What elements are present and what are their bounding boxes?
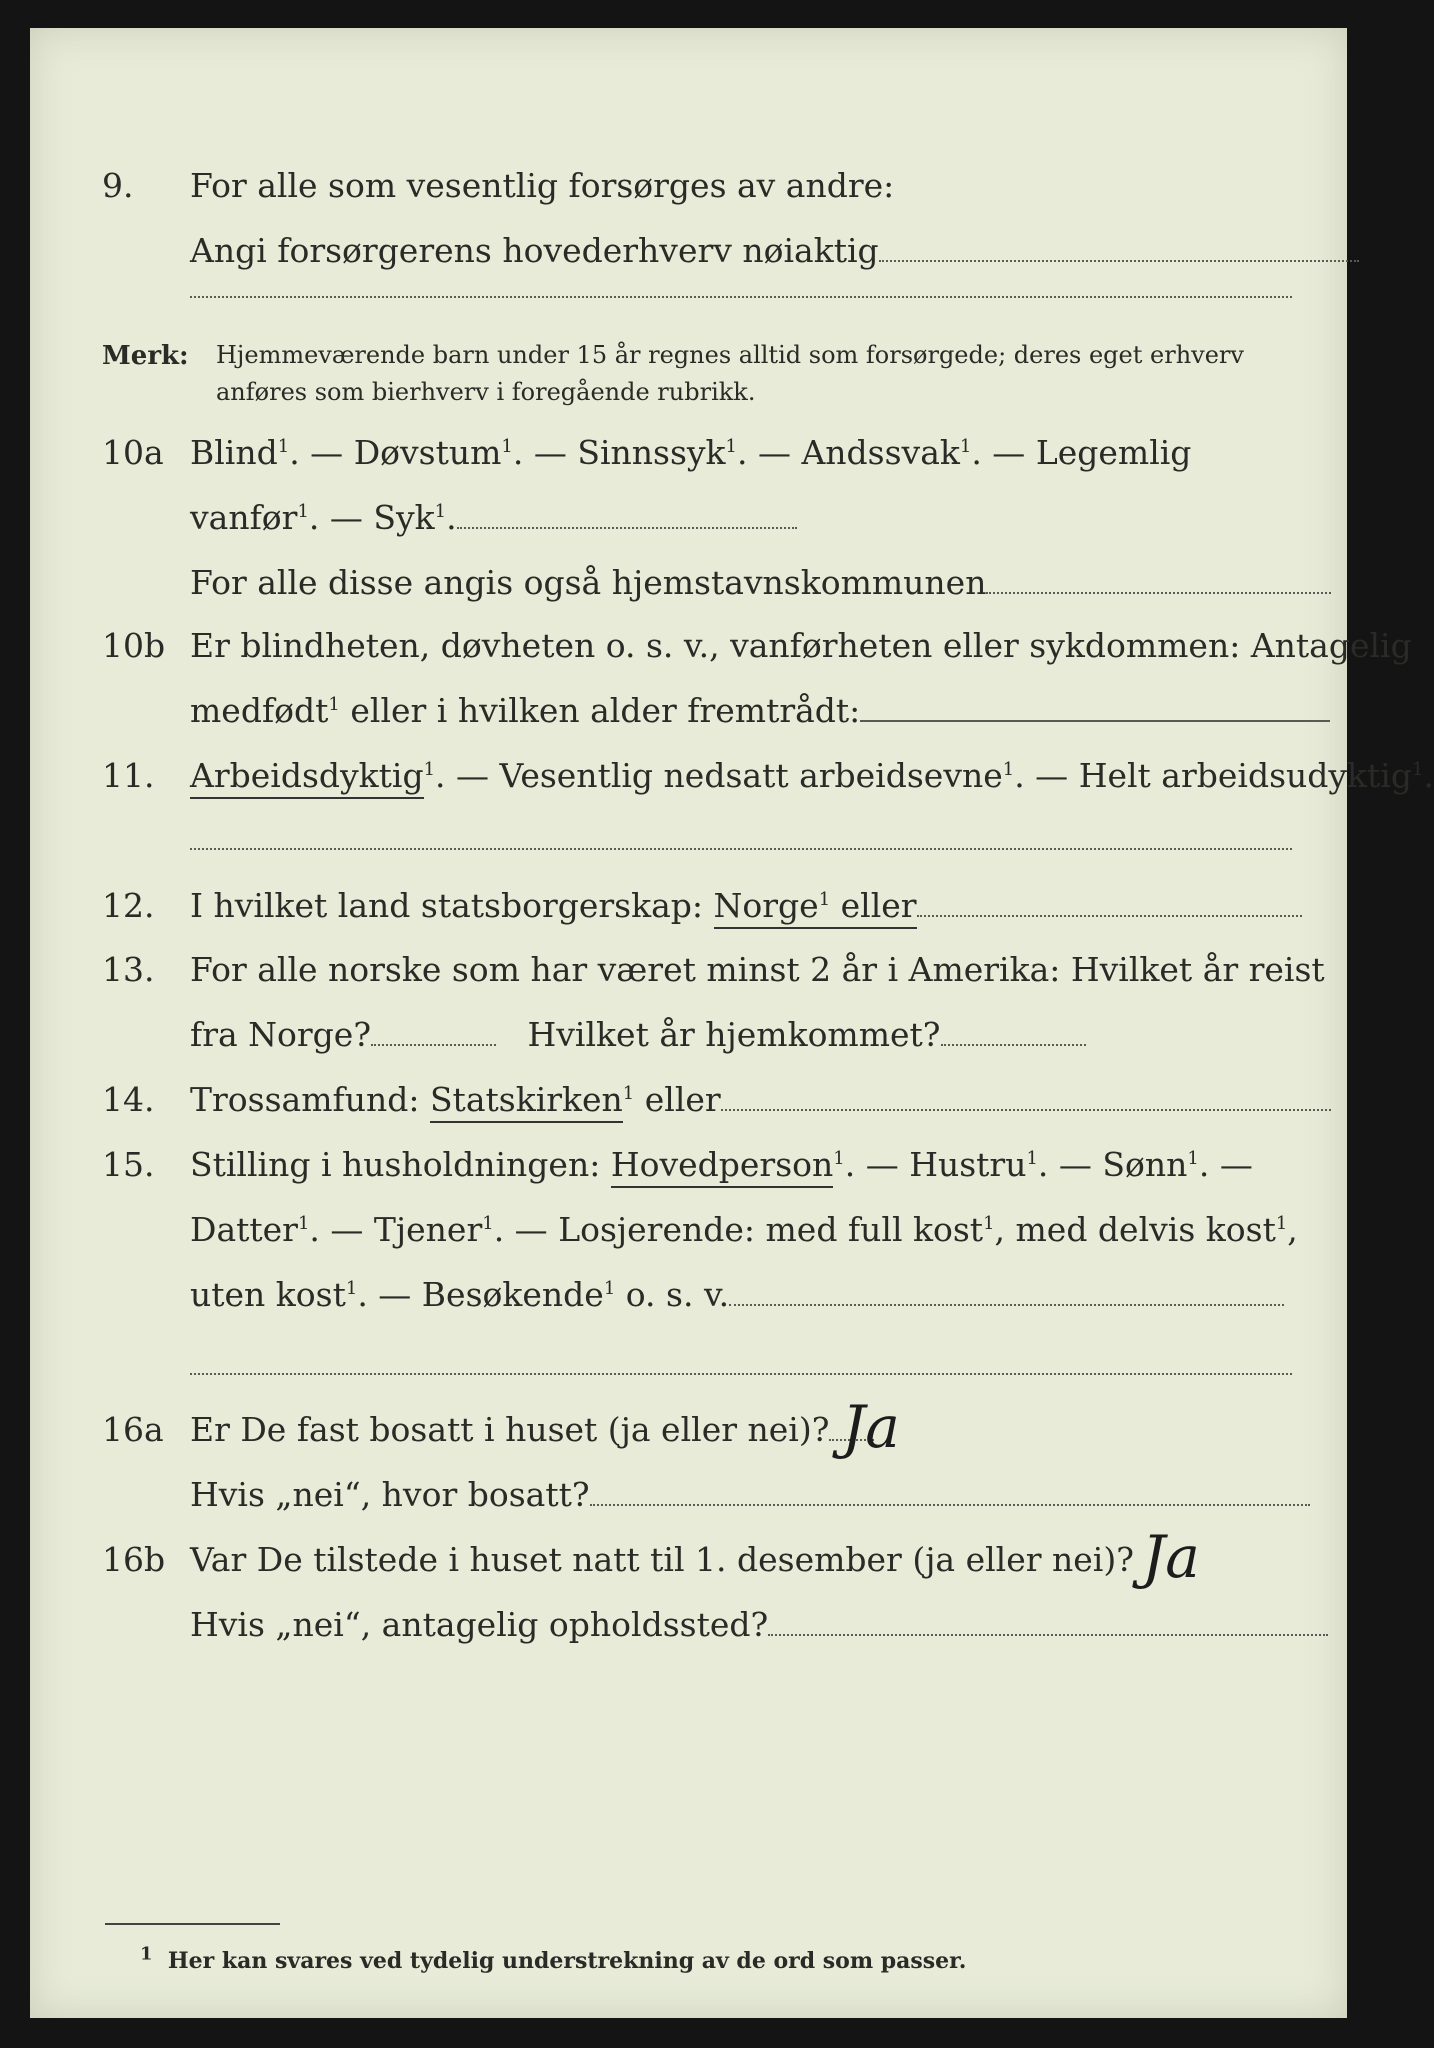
question-number: 12. (102, 886, 155, 925)
question-number: 9. (102, 166, 134, 205)
answer-line[interactable] (729, 1303, 1284, 1306)
note-label: Merk: (102, 341, 189, 371)
question-text: Trossamfund: Statskirken$^1$ eller (190, 1080, 1331, 1119)
question-text: For alle som vesentlig forsørges av andre: (190, 166, 895, 205)
question-number: 15. (102, 1145, 155, 1184)
question-text: Er De fast bosatt i huset (ja eller nei)? (190, 1410, 874, 1449)
census-form-page (30, 28, 1434, 2018)
question-text: Angi forsørgerens hovederhverv nøiaktig (190, 231, 1359, 270)
underlined-answer: Hovedperson (611, 1145, 833, 1188)
answer-line[interactable] (190, 848, 1292, 850)
question-text: Datter$^1$. — Tjener$^1$. — Losjerende: med full kost$^1$, med delvis kost$^1$, (190, 1210, 1298, 1249)
question-text: Stilling i husholdningen: Hovedperson$^1$. — Hustru$^1$. — Sønn$^1$. — (190, 1145, 1253, 1184)
answer-line[interactable] (941, 1043, 1086, 1046)
question-text: uten kost$^1$. — Besøkende$^1$ o. s. v. (190, 1275, 1284, 1314)
question-text: Blind$^1$. — Døvstum$^1$. — Sinnssyk$^1$. — Andssvak$^1$. — Legemlig (190, 433, 1192, 472)
question-number: 13. (102, 950, 155, 989)
answer-line[interactable] (190, 296, 1292, 298)
question-text: Hvis „nei“, antagelig opholdssted? (190, 1605, 1328, 1644)
note-text: anføres som bierhverv i foregående rubrikk. (216, 378, 756, 406)
answer-line[interactable] (371, 1043, 496, 1046)
footnote-rule (105, 1923, 280, 1925)
answer-line[interactable] (721, 1108, 1331, 1111)
question-number: 10a (102, 433, 164, 472)
answer-line[interactable] (879, 259, 1359, 262)
underlined-answer: Norge$^1$ eller (714, 886, 917, 929)
underlined-answer: Statskirken (430, 1080, 623, 1123)
answer-line[interactable] (917, 914, 1302, 917)
question-text: For alle norske som har været minst 2 år i Amerika: Hvilket år reist (190, 950, 1325, 989)
question-text: vanfør$^1$. — Syk$^1$. (190, 498, 797, 537)
answer-line[interactable] (457, 526, 797, 529)
question-text: Var De tilstede i huset natt til 1. desember (ja eller nei)? (190, 1540, 1134, 1579)
answer-line[interactable] (768, 1633, 1328, 1636)
question-text: Hvis „nei“, hvor bosatt? (190, 1475, 1310, 1514)
question-text: I hvilket land statsborgerskap: Norge$^1$ eller (190, 886, 1302, 925)
question-text: fra Norge? Hvilket år hjemkommet? (190, 1015, 1086, 1054)
handwritten-answer: Ja (842, 1393, 900, 1461)
question-text: Arbeidsdyktig$^1$. — Vesentlig nedsatt arbeidsevne$^1$. — Helt arbeidsudyktig$^1$. (190, 756, 1434, 795)
answer-line[interactable] (986, 591, 1331, 594)
question-text: Er blindheten, døvheten o. s. v., vanførheten eller sykdommen: Antagelig (190, 626, 1412, 665)
footnote: $^1$ Her kan svares ved tydelig understrekning av de ord som passer. (140, 1943, 967, 1974)
question-number: 14. (102, 1080, 155, 1119)
underlined-answer: Arbeidsdyktig (190, 756, 424, 799)
question-number: 11. (102, 756, 155, 795)
note-text: Hjemmeværende barn under 15 år regnes alltid som forsørgede; deres eget erhverv (216, 341, 1244, 369)
answer-line[interactable] (190, 1373, 1292, 1375)
handwritten-answer: Ja (1142, 1523, 1200, 1591)
question-text: For alle disse angis også hjemstavnskommunen (190, 563, 1331, 602)
answer-line[interactable] (860, 719, 1330, 722)
question-number: 16a (102, 1410, 164, 1449)
answer-line[interactable] (590, 1503, 1310, 1506)
question-number: 10b (102, 626, 166, 665)
question-text: medfødt$^1$ eller i hvilken alder fremtrådt: (190, 691, 1330, 730)
question-number: 16b (102, 1540, 166, 1579)
